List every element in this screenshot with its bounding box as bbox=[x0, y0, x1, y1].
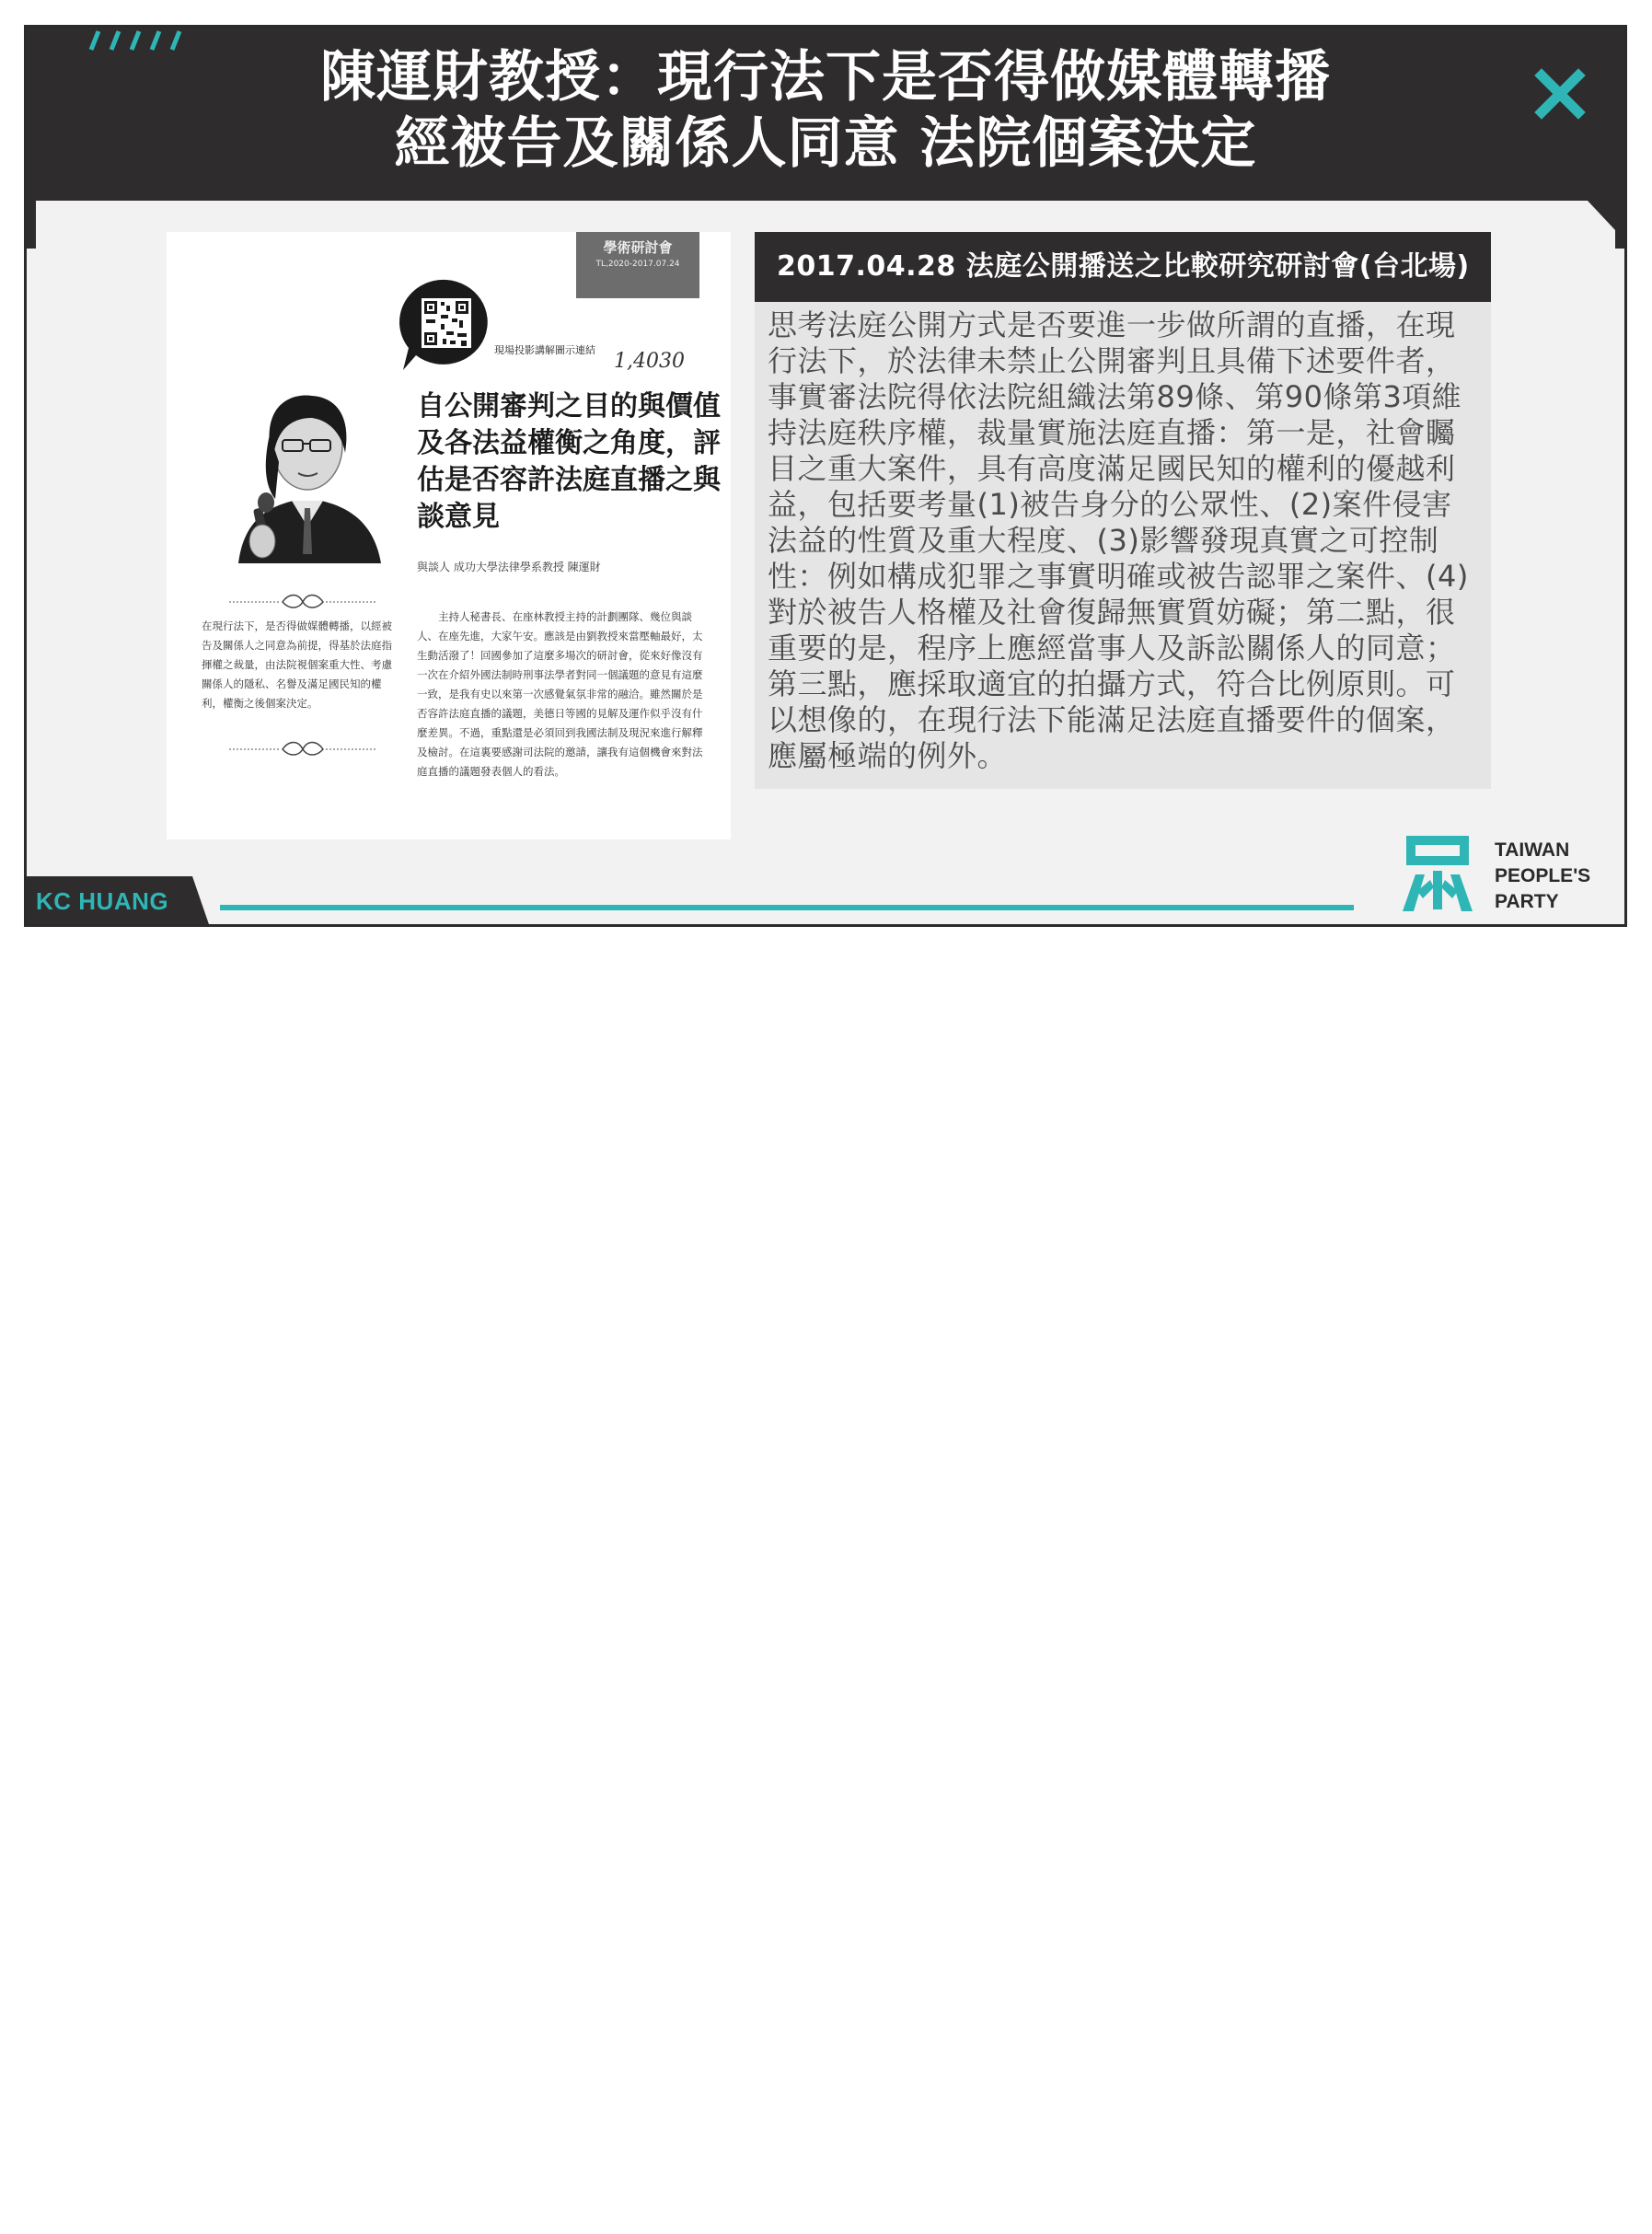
party-name-line2: PEOPLE'S bbox=[1495, 865, 1591, 886]
party-name-line1: TAIWAN bbox=[1495, 839, 1570, 861]
slide bbox=[24, 25, 1627, 927]
taiwan-peoples-party-logo bbox=[1403, 834, 1473, 911]
article-lead: 在現行法下，是否得做媒體轉播，以經被告及關係人之同意為前提，得基於法庭指揮權之裁量，由法院視個案重大性、考慮關係人的隱私、名譽及滿足國民知的權利，權衡之後個案決定。 bbox=[202, 619, 392, 710]
party-name bbox=[1495, 838, 1590, 915]
seminar-stamp bbox=[576, 232, 699, 298]
article-body: 主持人秘書長、在座林教授主持的計劃團隊、幾位與談人、在座先進，大家午安。應該是由劉教授來當壓軸最好，太生動活潑了！回國參加了這麼多場次的研討會，從來好像沒有一次在介紹外國法制時刑事法學者對同一個議題的意見有這麼一致，是我有史以來第一次感覺氣氛非常的融洽。雖然關於是否容許法庭直播的議題，美德日等國的見解及運作似乎沒有什麼差異。不過，重點還是必須回到我國法制及現況來進行解釋及檢討。在這裏要感謝司法院的邀請，讓我有這個機會來對法庭直播的議題發表個人的看法。 bbox=[417, 610, 703, 778]
stamp-label: 學術研討會 bbox=[603, 239, 673, 256]
stamp-code: TL,2020-2017.07.24 bbox=[595, 260, 680, 269]
ornament-divider-icon bbox=[229, 740, 376, 758]
slide-title bbox=[27, 44, 1624, 177]
handwritten-number: 1,4030 bbox=[614, 350, 685, 373]
party-name-line3: PARTY bbox=[1495, 891, 1559, 912]
slide-title-line1: 陳運財教授：現行法下是否得做媒體轉播 bbox=[320, 45, 1331, 110]
close-x-icon[interactable] bbox=[1532, 66, 1588, 122]
slide-title-line2: 經被告及關係人同意 法院個案決定 bbox=[394, 111, 1257, 176]
seminar-heading: 2017.04.28 法庭公開播送之比較研究研討會(台北場) bbox=[755, 232, 1491, 302]
author-name: KC HUANG bbox=[36, 887, 169, 915]
article-byline: 與談人 成功大學法律學系教授 陳運財 bbox=[417, 561, 601, 573]
footer-accent-line bbox=[220, 905, 1354, 910]
qr-caption: 現場投影講解圖示連結 bbox=[494, 344, 595, 356]
qr-code-icon bbox=[399, 278, 493, 374]
speaker-portrait bbox=[220, 370, 395, 563]
seminar-info-box bbox=[755, 232, 1491, 789]
seminar-quote: 思考法庭公開方式是否要進一步做所謂的直播，在現行法下，於法律未禁止公開審判且具備下述要件者，事實審法院得依法院組織法第89條、第90條第3項維持法庭秩序權，裁量實施法庭直播：第一是，社會矚目之重大案件，具有高度滿足國民知的權利的優越利益，包括要考量(1)被告身分的公眾性、(2)案件侵害法益的性質及重大程度、(3)影響發現真實之可控制性：例如構成犯罪之事實明確或被告認罪之案件、(4)對於被告人格權及社會復歸無實質妨礙；第二點，很重要的是，程序上應經當事人及訴訟關係人的同意；第三點，應採取適宜的拍攝方式，符合比例原則。可以想像的，在現行法下能滿足法庭直播要件的個案，應屬極端的例外。 bbox=[768, 307, 1469, 773]
article-scan bbox=[167, 232, 731, 839]
ornament-divider-icon bbox=[229, 593, 376, 611]
article-title: 自公開審判之目的與價值及各法益權衡之角度，評估是否容許法庭直播之與談意見 bbox=[417, 390, 721, 533]
